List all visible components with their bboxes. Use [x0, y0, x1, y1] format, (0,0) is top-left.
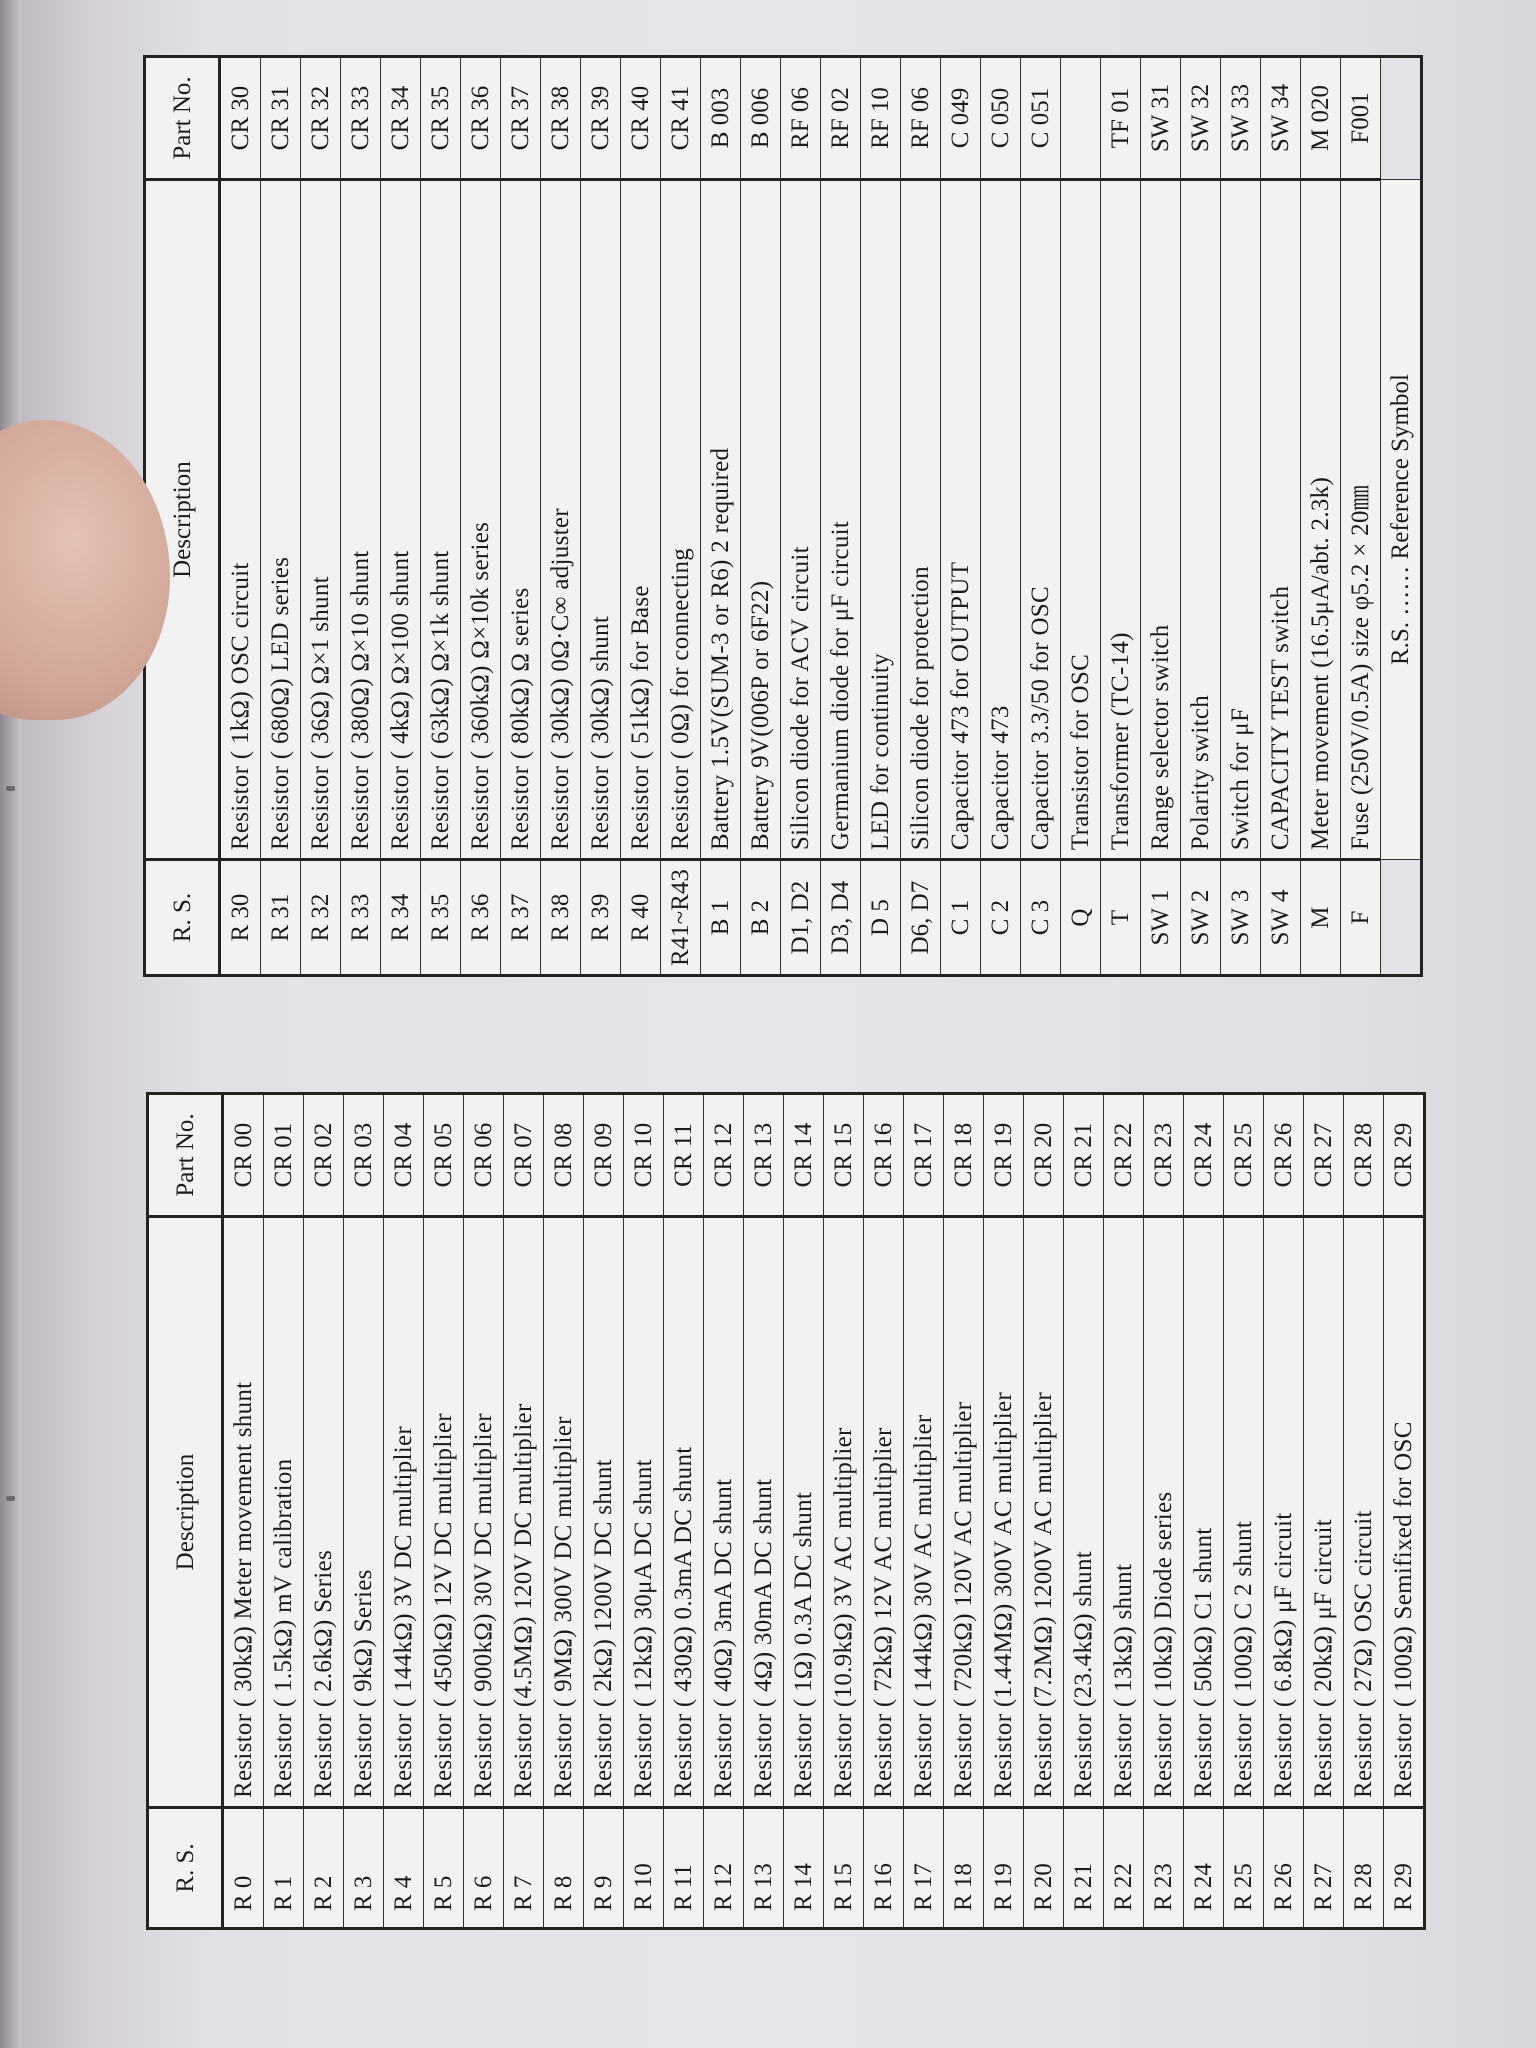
part-number-cell: CR 40 [621, 57, 661, 180]
table-row [1341, 57, 1381, 976]
table-row [741, 57, 781, 976]
description-cell: Resistor ( 144kΩ) 30V AC multiplier [904, 1217, 944, 1808]
table-row [301, 57, 341, 976]
description-cell: Resistor ( 1kΩ) OSC circuit [220, 180, 261, 860]
part-number-cell: RF 06 [901, 57, 941, 180]
part-number-cell: CR 08 [544, 1094, 584, 1217]
table-row [864, 1094, 904, 1929]
description-cell: Silicon diode for ACV circuit [781, 180, 821, 860]
table-row [1061, 57, 1101, 976]
part-number-cell: CR 39 [581, 57, 621, 180]
reference-symbol-cell: R 37 [501, 860, 541, 976]
reference-symbol-cell: R 18 [944, 1808, 984, 1929]
part-number-cell: F001 [1341, 57, 1381, 180]
table-row [504, 1094, 544, 1929]
description-cell: Resistor ( 100Ω) Semifixed for OSC [1384, 1217, 1425, 1808]
table-row [544, 1094, 584, 1929]
description-cell: Resistor ( 9kΩ) Series [344, 1217, 384, 1808]
reference-symbol-cell: R 21 [1064, 1808, 1104, 1929]
reference-symbol-cell: R 8 [544, 1808, 584, 1929]
reference-symbol-cell: R 36 [461, 860, 501, 976]
description-cell: Silicon diode for protection [901, 180, 941, 860]
table-row [1181, 57, 1221, 976]
part-number-cell: CR 21 [1064, 1094, 1104, 1217]
description-cell: Resistor ( 0Ω) for connecting [661, 180, 701, 860]
parts-table-right [143, 55, 1423, 977]
description-cell: Resistor ( 30kΩ) 0Ω·C∞ adjuster [541, 180, 581, 860]
reference-symbol-cell: SW 2 [1181, 860, 1221, 976]
table-row [541, 57, 581, 976]
part-number-cell: CR 03 [344, 1094, 384, 1217]
reference-symbol-cell: R 14 [784, 1808, 824, 1929]
part-number-cell: CR 26 [1264, 1094, 1304, 1217]
table-row [384, 1094, 424, 1929]
description-cell: LED for continuity [861, 180, 901, 860]
reference-symbol-cell: M [1301, 860, 1341, 976]
table-row [944, 1094, 984, 1929]
reference-symbol-cell: R 27 [1304, 1808, 1344, 1929]
table-row [701, 57, 741, 976]
description-cell: Capacitor 473 [981, 180, 1021, 860]
table-row [1304, 1094, 1344, 1929]
reference-symbol-cell: R 3 [344, 1808, 384, 1929]
reference-symbol-cell: B 1 [701, 860, 741, 976]
description-cell: Resistor ( 30kΩ) Meter movement shunt [223, 1217, 264, 1808]
header-description: Description [145, 180, 220, 860]
description-cell: Resistor (4.5MΩ) 120V DC multiplier [504, 1217, 544, 1808]
reference-symbol-cell: R 19 [984, 1808, 1024, 1929]
reference-symbol-cell: R 17 [904, 1808, 944, 1929]
table-row [1261, 57, 1301, 976]
description-cell: Resistor ( 2.6kΩ) Series [304, 1217, 344, 1808]
part-number-cell: CR 04 [384, 1094, 424, 1217]
reference-symbol-cell: R 10 [624, 1808, 664, 1929]
table-row [1141, 57, 1181, 976]
reference-symbol-cell: D3, D4 [821, 860, 861, 976]
table-row [1144, 1094, 1184, 1929]
reference-symbol-cell: R 32 [301, 860, 341, 976]
description-cell: Resistor ( 20kΩ) μF circuit [1304, 1217, 1344, 1808]
reference-symbol-cell: R 24 [1184, 1808, 1224, 1929]
footer-row [1381, 57, 1422, 976]
part-number-cell: SW 33 [1221, 57, 1261, 180]
table-row [664, 1094, 704, 1929]
reference-symbol-note: R.S. …… Reference Symbol [1381, 180, 1422, 860]
part-number-cell: CR 41 [661, 57, 701, 180]
table-row [264, 1094, 304, 1929]
description-cell: Resistor ( 680Ω) LED series [261, 180, 301, 860]
table-row [624, 1094, 664, 1929]
part-number-cell: CR 14 [784, 1094, 824, 1217]
reference-symbol-cell: SW 4 [1261, 860, 1301, 976]
description-cell: Meter movement (16.5μA/abt. 2.3k) [1301, 180, 1341, 860]
part-number-cell: CR 13 [744, 1094, 784, 1217]
part-number-cell: CR 12 [704, 1094, 744, 1217]
description-cell: Resistor ( 1.5kΩ) mV calibration [264, 1217, 304, 1808]
table-row [904, 1094, 944, 1929]
part-number-cell: CR 27 [1304, 1094, 1344, 1217]
part-number-cell: CR 36 [461, 57, 501, 180]
table-row [464, 1094, 504, 1929]
description-cell: Resistor ( 27Ω) OSC circuit [1344, 1217, 1384, 1808]
table-row [1384, 1094, 1425, 1929]
part-number-cell: CR 16 [864, 1094, 904, 1217]
reference-symbol-cell: R 15 [824, 1808, 864, 1929]
part-number-cell: B 006 [741, 57, 781, 180]
table-row [424, 1094, 464, 1929]
reference-symbol-cell: R 12 [704, 1808, 744, 1929]
table-row [1184, 1094, 1224, 1929]
table-row [981, 57, 1021, 976]
reference-symbol-cell: R 9 [584, 1808, 624, 1929]
part-number-cell: CR 05 [424, 1094, 464, 1217]
description-cell: Resistor ( 144kΩ) 3V DC multiplier [384, 1217, 424, 1808]
description-cell: Switch for μF [1221, 180, 1261, 860]
table-row [501, 57, 541, 976]
description-cell: Resistor (23.4kΩ) shunt [1064, 1217, 1104, 1808]
reference-symbol-cell: R 30 [220, 860, 261, 976]
table-row [784, 1094, 824, 1929]
part-number-cell: CR 09 [584, 1094, 624, 1217]
footer-spacer [1381, 860, 1422, 976]
table-row [824, 1094, 864, 1929]
table-row [901, 57, 941, 976]
description-cell: Resistor ( 9MΩ) 300V DC multiplier [544, 1217, 584, 1808]
description-cell: Resistor ( 10kΩ) Diode series [1144, 1217, 1184, 1808]
part-number-cell: CR 15 [824, 1094, 864, 1217]
part-number-cell: CR 17 [904, 1094, 944, 1217]
table-row [421, 57, 461, 976]
reference-symbol-cell: R 16 [864, 1808, 904, 1929]
reference-symbol-cell: C 3 [1021, 860, 1061, 976]
description-cell: Resistor ( 430Ω) 0.3mA DC shunt [664, 1217, 704, 1808]
part-number-cell: CR 24 [1184, 1094, 1224, 1217]
part-number-cell: C 049 [941, 57, 981, 180]
part-number-cell: SW 32 [1181, 57, 1221, 180]
description-cell: Resistor (10.9kΩ) 3V AC multiplier [824, 1217, 864, 1808]
reference-symbol-cell: F [1341, 860, 1381, 976]
part-number-cell: M 020 [1301, 57, 1341, 180]
table-row [1221, 57, 1261, 976]
description-cell: Resistor ( 80kΩ) Ω series [501, 180, 541, 860]
reference-symbol-cell: R 0 [223, 1808, 264, 1929]
reference-symbol-cell: R 4 [384, 1808, 424, 1929]
reference-symbol-cell: R 6 [464, 1808, 504, 1929]
description-cell: Resistor ( 30kΩ) shunt [581, 180, 621, 860]
description-cell: Resistor ( 720kΩ) 120V AC multiplier [944, 1217, 984, 1808]
description-cell: Battery 1.5V(SUM-3 or R6) 2 required [701, 180, 741, 860]
description-cell: Transformer (TC-14) [1101, 180, 1141, 860]
description-cell: Resistor ( 4Ω) 30mA DC shunt [744, 1217, 784, 1808]
description-cell: Resistor ( 40Ω) 3mA DC shunt [704, 1217, 744, 1808]
reference-symbol-cell: R 31 [261, 860, 301, 976]
reference-symbol-cell: R 2 [304, 1808, 344, 1929]
part-number-cell: TF 01 [1101, 57, 1141, 180]
table-row [1101, 57, 1141, 976]
table-row [220, 57, 261, 976]
description-cell: Capacitor 3.3/50 for OSC [1021, 180, 1061, 860]
footer-spacer [1381, 57, 1422, 180]
description-cell: Transistor for OSC [1061, 180, 1101, 860]
description-cell: Resistor ( 6.8kΩ) μF circuit [1264, 1217, 1304, 1808]
table-row [1021, 57, 1061, 976]
reference-symbol-cell: R 33 [341, 860, 381, 976]
table-row [1224, 1094, 1264, 1929]
description-cell: Resistor ( 2kΩ) 1200V DC shunt [584, 1217, 624, 1808]
table-row [704, 1094, 744, 1929]
reference-symbol-cell: R 34 [381, 860, 421, 976]
reference-symbol-cell: B 2 [741, 860, 781, 976]
part-number-cell: CR 38 [541, 57, 581, 180]
header-part-no: Part No. [148, 1094, 223, 1217]
description-cell: Resistor ( 63kΩ) Ω×1k shunt [421, 180, 461, 860]
table-row [661, 57, 701, 976]
table-row [621, 57, 661, 976]
table-row [341, 57, 381, 976]
reference-symbol-cell: R 22 [1104, 1808, 1144, 1929]
part-number-cell: C 050 [981, 57, 1021, 180]
description-cell: Resistor ( 13kΩ) shunt [1104, 1217, 1144, 1808]
part-number-cell: CR 00 [223, 1094, 264, 1217]
table-row [584, 1094, 624, 1929]
part-number-cell: CR 07 [504, 1094, 544, 1217]
table-row [344, 1094, 384, 1929]
header-rs: R. S. [148, 1808, 223, 1929]
table-row [581, 57, 621, 976]
table-row [984, 1094, 1024, 1929]
description-cell: Resistor ( 1Ω) 0.3A DC shunt [784, 1217, 824, 1808]
part-number-cell: CR 32 [301, 57, 341, 180]
description-cell: Resistor ( 380Ω) Ω×10 shunt [341, 180, 381, 860]
table-row [781, 57, 821, 976]
table-row [1301, 57, 1341, 976]
reference-symbol-cell: R41~R43 [661, 860, 701, 976]
part-number-cell: CR 19 [984, 1094, 1024, 1217]
table-row [461, 57, 501, 976]
reference-symbol-cell: R 38 [541, 860, 581, 976]
part-number-cell: CR 31 [261, 57, 301, 180]
part-number-cell: CR 29 [1384, 1094, 1425, 1217]
description-cell: Resistor ( 36Ω) Ω×1 shunt [301, 180, 341, 860]
description-cell: Battery 9V(006P or 6F22) [741, 180, 781, 860]
description-cell: Resistor ( 100Ω) C 2 shunt [1224, 1217, 1264, 1808]
part-number-cell: CR 33 [341, 57, 381, 180]
description-cell: Germanium diode for μF circuit [821, 180, 861, 860]
table-row [1104, 1094, 1144, 1929]
table-row [941, 57, 981, 976]
description-cell: Resistor ( 50kΩ) C1 shunt [1184, 1217, 1224, 1808]
part-number-cell: CR 35 [421, 57, 461, 180]
reference-symbol-cell: D6, D7 [901, 860, 941, 976]
reference-symbol-cell: R 40 [621, 860, 661, 976]
table-row [1064, 1094, 1104, 1929]
reference-symbol-cell: R 20 [1024, 1808, 1064, 1929]
table-row [861, 57, 901, 976]
part-number-cell: CR 28 [1344, 1094, 1384, 1217]
table-row [1344, 1094, 1384, 1929]
reference-symbol-cell: R 35 [421, 860, 461, 976]
table-row [821, 57, 861, 976]
reference-symbol-cell: R 5 [424, 1808, 464, 1929]
description-cell: Resistor ( 12kΩ) 30μA DC shunt [624, 1217, 664, 1808]
description-cell: CAPACITY TEST switch [1261, 180, 1301, 860]
table-row [261, 57, 301, 976]
parts-table-left [146, 1092, 1426, 1930]
description-cell: Fuse (250V/0.5A) size φ5.2 × 20㎜ [1341, 180, 1381, 860]
table-row [744, 1094, 784, 1929]
reference-symbol-cell: R 29 [1384, 1808, 1425, 1929]
reference-symbol-cell: Q [1061, 860, 1101, 976]
table-row [223, 1094, 264, 1929]
description-cell: Resistor ( 4kΩ) Ω×100 shunt [381, 180, 421, 860]
table-row [1024, 1094, 1064, 1929]
header-rs: R. S. [145, 860, 220, 976]
part-number-cell: B 003 [701, 57, 741, 180]
reference-symbol-cell: R 28 [1344, 1808, 1384, 1929]
part-number-cell: CR 06 [464, 1094, 504, 1217]
reference-symbol-cell: R 23 [1144, 1808, 1184, 1929]
description-cell: Resistor (1.44MΩ) 300V AC multiplier [984, 1217, 1024, 1808]
part-number-cell: C 051 [1021, 57, 1061, 180]
description-cell: Resistor ( 51kΩ) for Base [621, 180, 661, 860]
part-number-cell: SW 34 [1261, 57, 1301, 180]
description-cell: Resistor ( 450kΩ) 12V DC multiplier [424, 1217, 464, 1808]
part-number-cell: CR 10 [624, 1094, 664, 1217]
description-cell: Polarity switch [1181, 180, 1221, 860]
part-number-cell [1061, 57, 1101, 180]
part-number-cell: CR 11 [664, 1094, 704, 1217]
reference-symbol-cell: C 1 [941, 860, 981, 976]
reference-symbol-cell: R 39 [581, 860, 621, 976]
reference-symbol-cell: R 13 [744, 1808, 784, 1929]
reference-symbol-cell: SW 3 [1221, 860, 1261, 976]
reference-symbol-cell: D1, D2 [781, 860, 821, 976]
part-number-cell: SW 31 [1141, 57, 1181, 180]
table-row [304, 1094, 344, 1929]
description-cell: Resistor ( 72kΩ) 12V AC multiplier [864, 1217, 904, 1808]
table-row [1264, 1094, 1304, 1929]
reference-symbol-cell: R 26 [1264, 1808, 1304, 1929]
part-number-cell: CR 25 [1224, 1094, 1264, 1217]
table-row [381, 57, 421, 976]
part-number-cell: CR 30 [220, 57, 261, 180]
part-number-cell: CR 20 [1024, 1094, 1064, 1217]
reference-symbol-cell: R 1 [264, 1808, 304, 1929]
description-cell: Resistor (7.2MΩ) 1200V AC multiplier [1024, 1217, 1064, 1808]
reference-symbol-cell: R 7 [504, 1808, 544, 1929]
part-number-cell: CR 18 [944, 1094, 984, 1217]
reference-symbol-cell: D 5 [861, 860, 901, 976]
description-cell: Range selector switch [1141, 180, 1181, 860]
table-header-row [148, 1094, 223, 1929]
part-number-cell: RF 06 [781, 57, 821, 180]
description-cell: Resistor ( 900kΩ) 30V DC multiplier [464, 1217, 504, 1808]
part-number-cell: CR 02 [304, 1094, 344, 1217]
part-number-cell: RF 10 [861, 57, 901, 180]
part-number-cell: CR 22 [1104, 1094, 1144, 1217]
part-number-cell: CR 23 [1144, 1094, 1184, 1217]
header-description: Description [148, 1217, 223, 1808]
reference-symbol-cell: R 11 [664, 1808, 704, 1929]
part-number-cell: CR 34 [381, 57, 421, 180]
reference-symbol-cell: T [1101, 860, 1141, 976]
part-number-cell: CR 37 [501, 57, 541, 180]
description-cell: Capacitor 473 for OUTPUT [941, 180, 981, 860]
description-cell: Resistor ( 360kΩ) Ω×10k series [461, 180, 501, 860]
part-number-cell: CR 01 [264, 1094, 304, 1217]
header-part-no: Part No. [145, 57, 220, 180]
reference-symbol-cell: R 25 [1224, 1808, 1264, 1929]
reference-symbol-cell: SW 1 [1141, 860, 1181, 976]
reference-symbol-cell: C 2 [981, 860, 1021, 976]
part-number-cell: RF 02 [821, 57, 861, 180]
